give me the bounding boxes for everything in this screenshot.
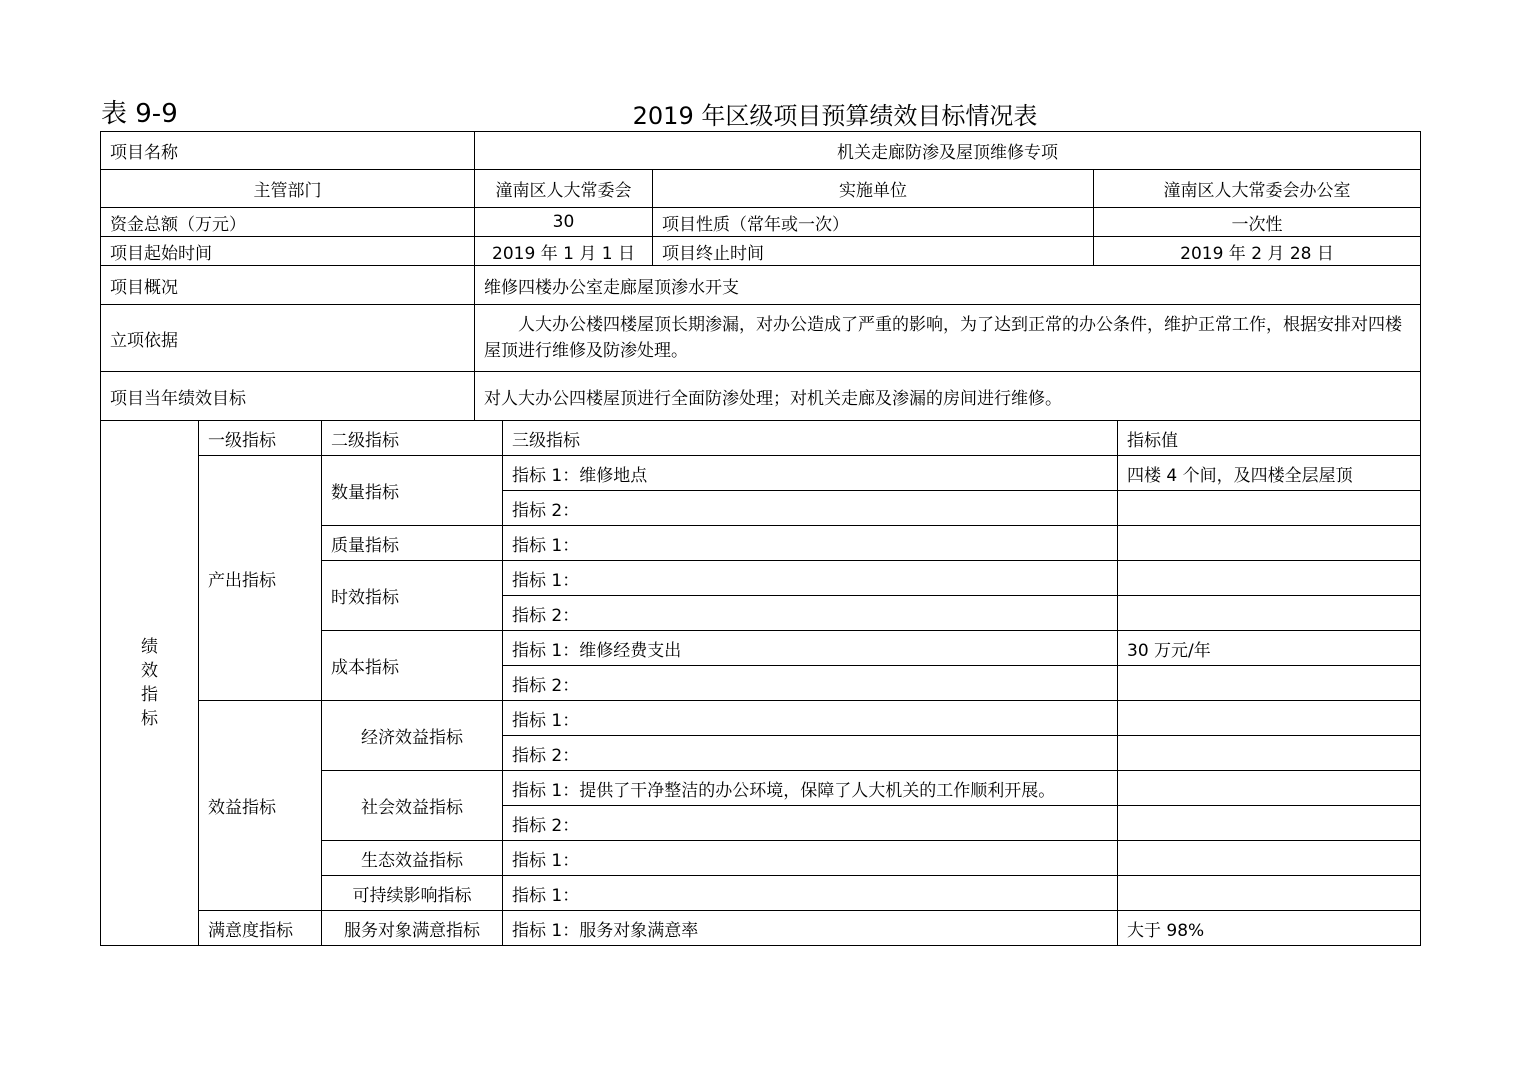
unit-label: 实施单位 xyxy=(653,170,1094,208)
project-info-table xyxy=(100,131,1421,421)
level3-cell: 指标 2： xyxy=(503,736,1118,771)
level3-cell: 指标 1： xyxy=(503,561,1118,596)
level3-cell: 指标 1：维修经费支出 xyxy=(503,631,1118,666)
goal-label: 项目当年绩效目标 xyxy=(101,372,475,421)
value-cell xyxy=(1118,876,1421,911)
value-cell: 30 万元/年 xyxy=(1118,631,1421,666)
fund-label: 资金总额（万元） xyxy=(101,208,475,237)
table-row xyxy=(101,266,1421,305)
project-name-value: 机关走廊防渗及屋顶维修专项 xyxy=(475,132,1421,170)
document-title: 2019 年区级项目预算绩效目标情况表 xyxy=(632,102,1038,130)
level1-benefit: 效益指标 xyxy=(199,701,322,911)
value-cell xyxy=(1118,491,1421,526)
level3-cell: 指标 2： xyxy=(503,491,1118,526)
end-value: 2019 年 2 月 28 日 xyxy=(1094,237,1421,266)
value-cell: 四楼 4 个间，及四楼全层屋顶 xyxy=(1118,456,1421,491)
table-row xyxy=(101,421,1421,456)
level2-ecological: 生态效益指标 xyxy=(322,841,503,876)
overview-value: 维修四楼办公室走廊屋顶渗水开支 xyxy=(475,266,1421,305)
basis-value: 人大办公楼四楼屋顶长期渗漏，对办公造成了严重的影响，为了达到正常的办公条件，维护正常工作，根据安排对四楼屋顶进行维修及防渗处理。 xyxy=(475,305,1421,372)
start-value: 2019 年 1 月 1 日 xyxy=(475,237,653,266)
value-cell xyxy=(1118,736,1421,771)
table-row xyxy=(101,170,1421,208)
level2-service-satisfaction: 服务对象满意指标 xyxy=(322,911,503,946)
nature-value: 一次性 xyxy=(1094,208,1421,237)
level3-cell: 指标 1：提供了干净整洁的办公环境，保障了人大机关的工作顺利开展。 xyxy=(503,771,1118,806)
level2-quantity: 数量指标 xyxy=(322,456,503,526)
end-label: 项目终止时间 xyxy=(653,237,1094,266)
fund-value: 30 xyxy=(475,208,653,237)
table-row xyxy=(101,456,1421,491)
start-label: 项目起始时间 xyxy=(101,237,475,266)
table-row xyxy=(101,305,1421,372)
goal-value: 对人大办公四楼屋顶进行全面防渗处理；对机关走廊及渗漏的房间进行维修。 xyxy=(475,372,1421,421)
table-row xyxy=(101,911,1421,946)
table-row xyxy=(101,701,1421,736)
nature-label: 项目性质（常年或一次） xyxy=(653,208,1094,237)
overview-label: 项目概况 xyxy=(101,266,475,305)
project-name-label: 项目名称 xyxy=(101,132,475,170)
level2-social: 社会效益指标 xyxy=(322,771,503,841)
level3-cell: 指标 1： xyxy=(503,701,1118,736)
level3-cell: 指标 2： xyxy=(503,806,1118,841)
table-number: 表 9-9 xyxy=(101,99,178,129)
table-row xyxy=(101,132,1421,170)
performance-indicators-label xyxy=(101,421,199,946)
table-row xyxy=(101,372,1421,421)
indicators-table xyxy=(100,420,1421,946)
table-row xyxy=(101,237,1421,266)
value-cell xyxy=(1118,701,1421,736)
value-cell xyxy=(1118,596,1421,631)
level2-cost: 成本指标 xyxy=(322,631,503,701)
value-cell xyxy=(1118,771,1421,806)
level3-cell: 指标 1： xyxy=(503,526,1118,561)
header-level3: 三级指标 xyxy=(503,421,1118,456)
dept-value: 潼南区人大常委会 xyxy=(475,170,653,208)
level1-satisfaction: 满意度指标 xyxy=(199,911,322,946)
level3-cell: 指标 2： xyxy=(503,666,1118,701)
value-cell xyxy=(1118,526,1421,561)
header-level1: 一级指标 xyxy=(199,421,322,456)
dept-label: 主管部门 xyxy=(101,170,475,208)
level1-output: 产出指标 xyxy=(199,456,322,701)
header-level2: 二级指标 xyxy=(322,421,503,456)
value-cell xyxy=(1118,561,1421,596)
level2-timeliness: 时效指标 xyxy=(322,561,503,631)
level3-cell: 指标 1： xyxy=(503,876,1118,911)
level3-cell: 指标 1：服务对象满意率 xyxy=(503,911,1118,946)
level3-cell: 指标 2： xyxy=(503,596,1118,631)
value-cell xyxy=(1118,806,1421,841)
value-cell xyxy=(1118,841,1421,876)
table-row xyxy=(101,208,1421,237)
level2-quality: 质量指标 xyxy=(322,526,503,561)
level2-sustainable: 可持续影响指标 xyxy=(322,876,503,911)
header-value: 指标值 xyxy=(1118,421,1421,456)
side-label-text: 绩效指标 xyxy=(141,637,158,729)
unit-value: 潼南区人大常委会办公室 xyxy=(1094,170,1421,208)
level2-economic: 经济效益指标 xyxy=(322,701,503,771)
value-cell: 大于 98% xyxy=(1118,911,1421,946)
level3-cell: 指标 1： xyxy=(503,841,1118,876)
basis-label: 立项依据 xyxy=(101,305,475,372)
value-cell xyxy=(1118,666,1421,701)
level3-cell: 指标 1：维修地点 xyxy=(503,456,1118,491)
